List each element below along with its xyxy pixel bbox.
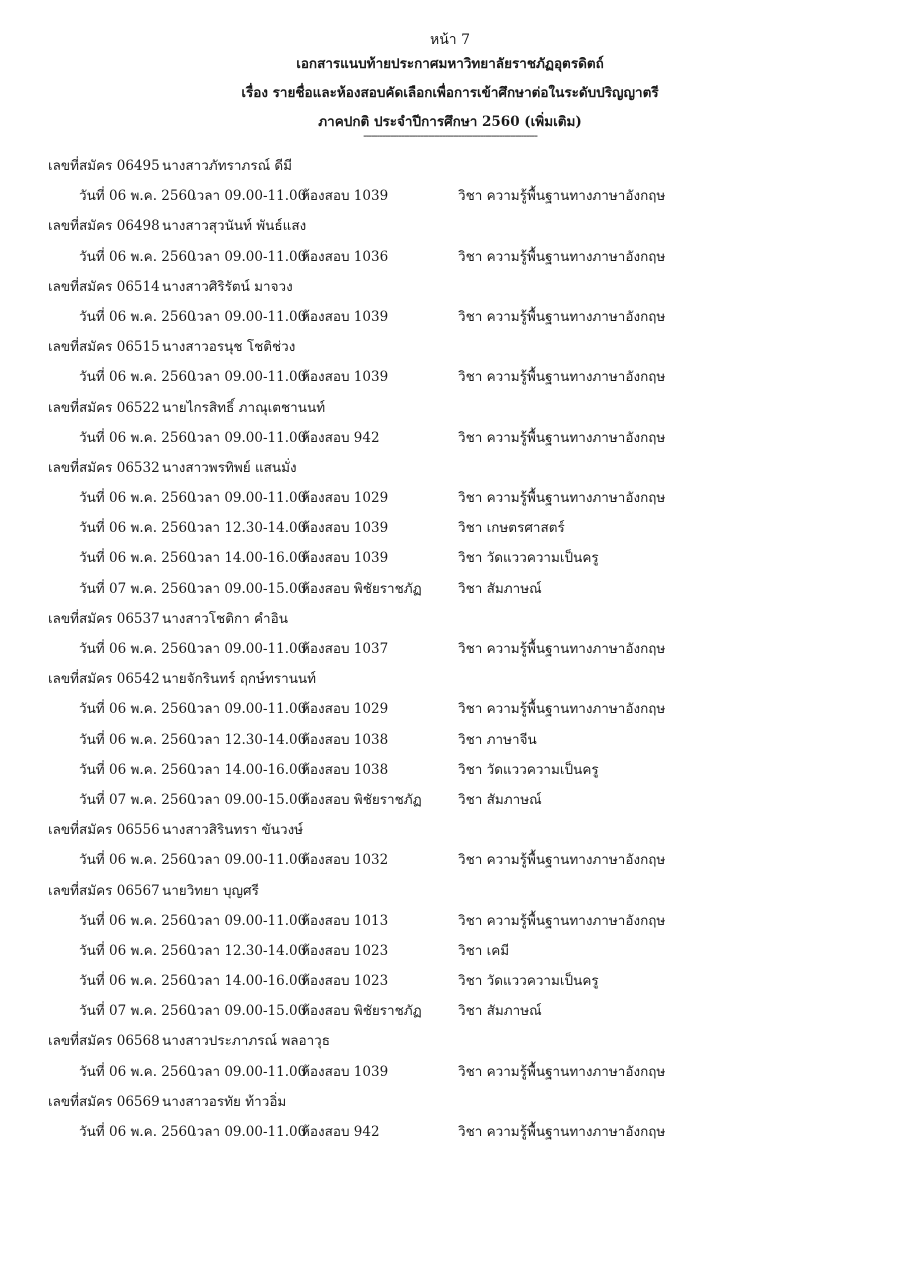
applicant-name: นางสาวโชติกา คำอิน	[162, 610, 288, 627]
exam-slot-row	[0, 790, 900, 820]
exam-subject: วิชา เกษตรศาสตร์	[458, 520, 565, 537]
exam-slot-row	[0, 548, 900, 578]
exam-date: วันที่ 06 พ.ค. 2560	[79, 973, 196, 990]
applicant-row	[0, 277, 900, 307]
exam-subject: วิชา สัมภาษณ์	[458, 791, 542, 808]
applicant-row	[0, 820, 900, 850]
applicant-name: นางสาวสุวนันท์ พันธ์แสง	[162, 218, 307, 235]
exam-date: วันที่ 06 พ.ค. 2560	[79, 761, 196, 778]
exam-date: วันที่ 06 พ.ค. 2560	[79, 731, 196, 748]
exam-slot-row	[0, 699, 900, 729]
exam-room: ห้องสอบ 942	[301, 1124, 380, 1140]
exam-date: วันที่ 06 พ.ค. 2560	[79, 641, 196, 657]
exam-subject: วิชา ความรู้พื้นฐานทางภาษาอังกฤษ	[458, 188, 666, 205]
exam-room: ห้องสอบ 1023	[301, 942, 389, 959]
exam-date: วันที่ 06 พ.ค. 2560	[79, 490, 196, 507]
exam-subject: วิชา ความรู้พื้นฐานทางภาษาอังกฤษ	[458, 429, 666, 446]
exam-room: ห้องสอบ พิชัยราชภัฏ	[301, 1003, 422, 1020]
exam-room: ห้องสอบ 1038	[301, 761, 389, 778]
exam-subject: วิชา สัมภาษณ์	[458, 1003, 542, 1020]
exam-date: วันที่ 07 พ.ค. 2560	[79, 580, 196, 597]
applicant-row	[0, 337, 900, 367]
applicant-row	[0, 1031, 900, 1061]
exam-room: ห้องสอบ 1023	[301, 973, 389, 990]
exam-subject: วิชา ความรู้พื้นฐานทางภาษาอังกฤษ	[458, 641, 666, 657]
exam-slot-row	[0, 186, 900, 216]
application-number: เลขที่สมัคร 06567	[48, 882, 160, 899]
applicant-row	[0, 881, 900, 911]
exam-slot-row	[0, 760, 900, 790]
exam-subject: วิชา วัดแววความเป็นครู	[458, 973, 599, 990]
exam-subject: วิชา ความรู้พื้นฐานทางภาษาอังกฤษ	[458, 490, 666, 507]
exam-slot-row	[0, 247, 900, 277]
exam-date: วันที่ 06 พ.ค. 2560	[79, 942, 196, 959]
exam-room: ห้องสอบ 1039	[301, 1063, 389, 1080]
applicant-row	[0, 216, 900, 246]
exam-room: ห้องสอบ 1013	[301, 912, 389, 929]
document-subject: เรื่อง รายชื่อและห้องสอบคัดเลือกเพื่อการเข้าศึกษาต่อในระดับปริญญาตรี	[241, 85, 659, 101]
exam-subject: วิชา ภาษาจีน	[458, 731, 537, 748]
exam-subject: วิชา เคมี	[458, 942, 510, 959]
exam-time: เวลา 09.00-11.00	[192, 701, 307, 718]
exam-time: เวลา 09.00-15.00	[192, 791, 307, 808]
exam-date: วันที่ 06 พ.ค. 2560	[79, 550, 196, 567]
exam-slot-row	[0, 911, 900, 941]
exam-slot-row	[0, 1122, 900, 1152]
document-title: เอกสารแนบท้ายประกาศมหาวิทยาลัยราชภัฏอุตรดิตถ์	[296, 56, 604, 72]
application-number: เลขที่สมัคร 06514	[48, 278, 160, 295]
exam-slot-row	[0, 850, 900, 880]
exam-room: ห้องสอบ 942	[301, 429, 380, 446]
exam-date: วันที่ 06 พ.ค. 2560	[79, 248, 196, 265]
application-number: เลขที่สมัคร 06568	[48, 1033, 160, 1050]
exam-time: เวลา 12.30-14.00	[192, 942, 307, 959]
applicant-name: นายวิทยา บุญศรี	[162, 882, 259, 899]
exam-time: เวลา 14.00-16.00	[192, 761, 307, 778]
applicant-name: นายไกรสิทธิ์ ภาณุเตชานนท์	[162, 399, 326, 416]
exam-slot-row	[0, 367, 900, 397]
application-number: เลขที่สมัคร 06515	[48, 339, 160, 356]
exam-slot-row	[0, 488, 900, 518]
exam-date: วันที่ 06 พ.ค. 2560	[79, 852, 196, 869]
applicant-row	[0, 156, 900, 186]
exam-room: ห้องสอบ 1039	[301, 550, 389, 567]
exam-subject: วิชา ความรู้พื้นฐานทางภาษาอังกฤษ	[458, 248, 666, 265]
applicant-name: นายจักรินทร์ ฤกษ์ทรานนท์	[162, 671, 317, 688]
exam-room: ห้องสอบ พิชัยราชภัฏ	[301, 791, 422, 808]
exam-subject: วิชา ความรู้พื้นฐานทางภาษาอังกฤษ	[458, 852, 666, 869]
applicant-row	[0, 458, 900, 488]
exam-subject: วิชา วัดแววความเป็นครู	[458, 761, 599, 778]
exam-room: ห้องสอบ 1036	[301, 248, 389, 265]
applicant-name: นางสาวอรนุช โชติช่วง	[162, 339, 296, 356]
exam-room: ห้องสอบ 1039	[301, 520, 389, 537]
exam-date: วันที่ 06 พ.ค. 2560	[79, 520, 196, 537]
exam-date: วันที่ 06 พ.ค. 2560	[79, 369, 196, 386]
exam-date: วันที่ 06 พ.ค. 2560	[79, 1124, 196, 1140]
exam-subject: วิชา ความรู้พื้นฐานทางภาษาอังกฤษ	[458, 912, 666, 929]
exam-slot-row	[0, 639, 900, 669]
exam-date: วันที่ 06 พ.ค. 2560	[79, 701, 196, 718]
applicant-name: นางสาวศิริรัตน์ มาจวง	[162, 278, 293, 295]
exam-subject: วิชา ความรู้พื้นฐานทางภาษาอังกฤษ	[458, 1063, 666, 1080]
exam-subject: วิชา ความรู้พื้นฐานทางภาษาอังกฤษ	[458, 1124, 666, 1140]
exam-slot-row	[0, 1001, 900, 1031]
applicant-name: นางสาวพรทิพย์ แสนมั่ง	[162, 459, 297, 476]
applicant-row	[0, 398, 900, 428]
application-number: เลขที่สมัคร 06532	[48, 459, 160, 476]
exam-slot-row	[0, 1062, 900, 1092]
applicant-name: นางสาวภัทราภรณ์ ดีมี	[162, 158, 293, 174]
program-line: ภาคปกติ ประจำปีการศึกษา 2560 (เพิ่มเติม)	[318, 114, 582, 130]
applicant-name: นางสาวสิรินทรา ขันวงษ์	[162, 822, 304, 839]
exam-time: เวลา 09.00-11.00	[192, 852, 307, 869]
exam-slot-row	[0, 518, 900, 548]
exam-room: ห้องสอบ พิชัยราชภัฏ	[301, 580, 422, 597]
exam-date: วันที่ 06 พ.ค. 2560	[79, 308, 196, 325]
exam-time: เวลา 09.00-11.00	[192, 248, 307, 265]
application-number: เลขที่สมัคร 06556	[48, 822, 160, 839]
exam-slot-row	[0, 941, 900, 971]
application-number: เลขที่สมัคร 06498	[48, 218, 160, 235]
exam-time: เวลา 09.00-15.00	[192, 580, 307, 597]
exam-slot-row	[0, 579, 900, 609]
application-number: เลขที่สมัคร 06495	[48, 158, 160, 174]
exam-time: เวลา 09.00-11.00	[192, 641, 307, 657]
exam-time: เวลา 09.00-11.00	[192, 1124, 307, 1140]
header-divider: ----------------------------------------------------------------	[363, 129, 537, 142]
application-number: เลขที่สมัคร 06542	[48, 671, 160, 688]
applicant-list	[0, 156, 900, 1152]
exam-time: เวลา 09.00-15.00	[192, 1003, 307, 1020]
exam-room: ห้องสอบ 1032	[301, 852, 389, 869]
exam-slot-row	[0, 428, 900, 458]
exam-time: เวลา 09.00-11.00	[192, 1063, 307, 1080]
applicant-name: นางสาวประภาภรณ์ พลอาวุธ	[162, 1033, 330, 1050]
applicant-name: นางสาวอรทัย ท้าวอิ่ม	[162, 1093, 287, 1110]
exam-time: เวลา 14.00-16.00	[192, 973, 307, 990]
exam-time: เวลา 09.00-11.00	[192, 188, 307, 205]
exam-room: ห้องสอบ 1039	[301, 188, 389, 205]
exam-time: เวลา 12.30-14.00	[192, 520, 307, 537]
exam-room: ห้องสอบ 1037	[301, 641, 389, 657]
application-number: เลขที่สมัคร 06537	[48, 610, 160, 627]
exam-subject: วิชา สัมภาษณ์	[458, 580, 542, 597]
exam-time: เวลา 14.00-16.00	[192, 550, 307, 567]
exam-subject: วิชา ความรู้พื้นฐานทางภาษาอังกฤษ	[458, 369, 666, 386]
exam-date: วันที่ 07 พ.ค. 2560	[79, 791, 196, 808]
exam-date: วันที่ 07 พ.ค. 2560	[79, 1003, 196, 1020]
exam-time: เวลา 09.00-11.00	[192, 490, 307, 507]
exam-time: เวลา 09.00-11.00	[192, 912, 307, 929]
exam-slot-row	[0, 307, 900, 337]
exam-room: ห้องสอบ 1039	[301, 308, 389, 325]
application-number: เลขที่สมัคร 06522	[48, 399, 160, 416]
exam-slot-row	[0, 730, 900, 760]
exam-subject: วิชา วัดแววความเป็นครู	[458, 550, 599, 567]
exam-date: วันที่ 06 พ.ค. 2560	[79, 188, 196, 205]
page-number: หน้า 7	[429, 32, 471, 48]
exam-room: ห้องสอบ 1039	[301, 369, 389, 386]
exam-subject: วิชา ความรู้พื้นฐานทางภาษาอังกฤษ	[458, 701, 666, 718]
exam-date: วันที่ 06 พ.ค. 2560	[79, 429, 196, 446]
applicant-row	[0, 669, 900, 699]
exam-time: เวลา 12.30-14.00	[192, 731, 307, 748]
exam-slot-row	[0, 971, 900, 1001]
exam-time: เวลา 09.00-11.00	[192, 369, 307, 386]
application-number: เลขที่สมัคร 06569	[48, 1093, 160, 1110]
document-header	[0, 30, 900, 141]
applicant-row	[0, 1092, 900, 1122]
applicant-row	[0, 609, 900, 639]
exam-room: ห้องสอบ 1038	[301, 731, 389, 748]
exam-room: ห้องสอบ 1029	[301, 701, 389, 718]
exam-subject: วิชา ความรู้พื้นฐานทางภาษาอังกฤษ	[458, 308, 666, 325]
exam-date: วันที่ 06 พ.ค. 2560	[79, 1063, 196, 1080]
exam-time: เวลา 09.00-11.00	[192, 308, 307, 325]
exam-room: ห้องสอบ 1029	[301, 490, 389, 507]
exam-date: วันที่ 06 พ.ค. 2560	[79, 912, 196, 929]
exam-time: เวลา 09.00-11.00	[192, 429, 307, 446]
